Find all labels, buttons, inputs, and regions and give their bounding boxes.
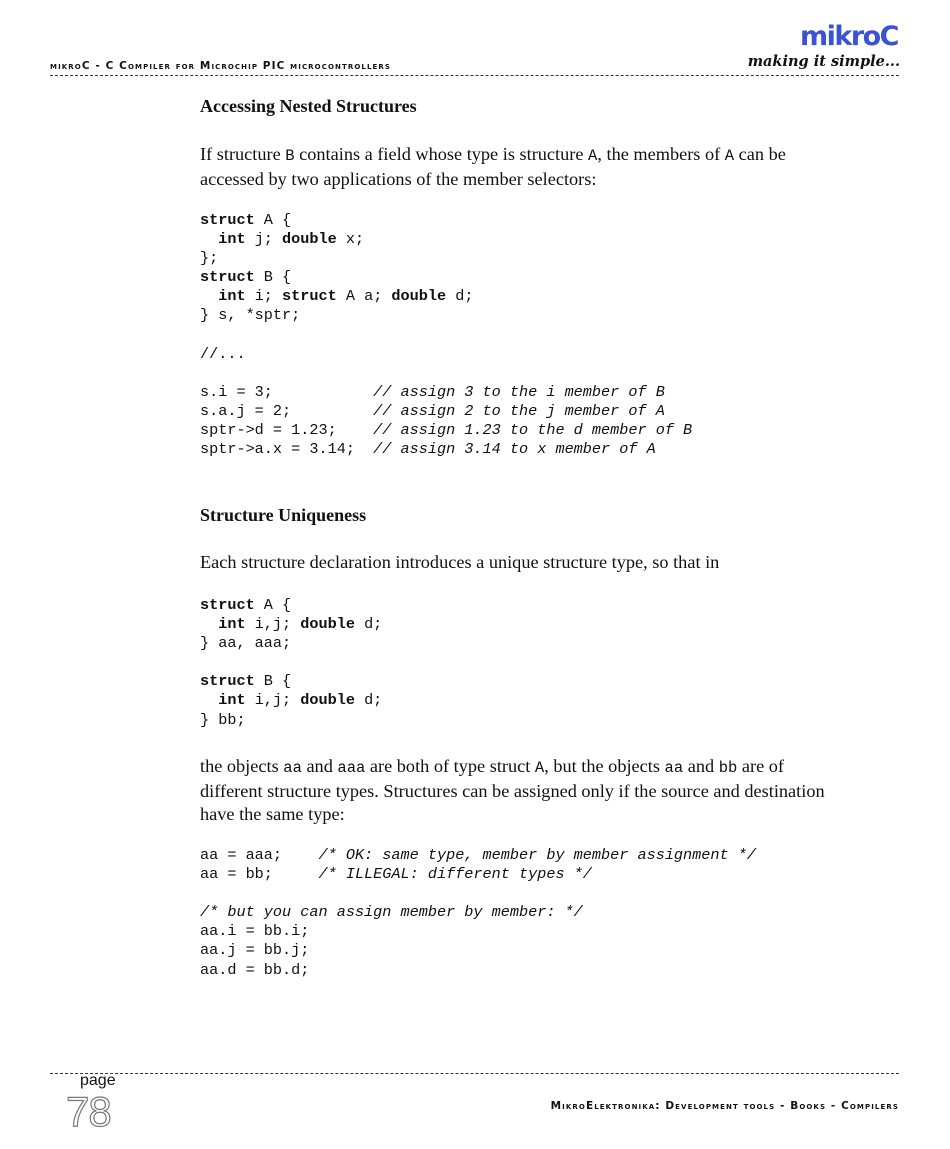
code-line [200, 345, 692, 364]
code-keyword: struct [282, 287, 337, 306]
inline-code: A [724, 147, 735, 165]
section-heading-uniqueness: Structure Uniqueness [200, 505, 367, 525]
code-keyword: struct [200, 268, 255, 287]
brand-logo: mikroC [799, 21, 898, 52]
header-divider [50, 75, 899, 76]
code-line [200, 691, 382, 710]
brand-tagline: making it simple... [747, 53, 900, 70]
code-text: aa = aaa; [200, 846, 319, 864]
code-text: aa.j = bb.j; [200, 941, 310, 960]
nested-intro-paragraph [200, 143, 850, 191]
code-text: d; [354, 615, 383, 634]
code-text: i; [245, 287, 283, 306]
code-comment: /* OK: same type, member by member assignment */ [318, 846, 756, 864]
code-text: i,j; [245, 615, 301, 634]
code-comment: // assign 3.14 to x member of A [373, 440, 656, 459]
code-line [200, 383, 692, 402]
code-block-assignment [200, 846, 756, 980]
code-line [200, 287, 692, 306]
code-keyword: struct [200, 596, 255, 614]
code-line [200, 306, 692, 325]
code-line [200, 846, 756, 865]
code-text: B { [254, 268, 292, 287]
inline-code: A [534, 759, 545, 777]
text-run: , the members of [597, 144, 725, 164]
text-run: are of different structure types. Structures can be assigned only if the source and destination have the same type: [200, 756, 825, 824]
code-text [200, 230, 218, 248]
code-line [200, 268, 692, 287]
code-line [200, 615, 382, 634]
code-text: } aa, aaa; [200, 634, 292, 653]
code-line [200, 865, 756, 884]
page-number: 78 [66, 1088, 111, 1135]
code-text [200, 287, 218, 305]
footer-divider [50, 1073, 899, 1074]
publisher-footer: MikroElektronika: Development tools - Books - Compilers [550, 1100, 899, 1112]
code-text: } bb; [200, 710, 246, 729]
text-run: the objects [200, 756, 284, 776]
text-run: and [301, 756, 338, 776]
code-keyword: struct [200, 211, 255, 229]
code-keyword: double [300, 615, 355, 634]
code-line [200, 440, 692, 459]
header-title: mikroC - C Compiler for Microchip PIC microcontrollers [50, 60, 392, 72]
code-keyword: struct [200, 672, 255, 691]
code-line [200, 326, 692, 345]
code-text: B { [254, 672, 292, 691]
code-comment: // assign 2 to the j member of A [373, 401, 665, 420]
code-text [200, 615, 218, 633]
text-run: contains a field whose type is structure [294, 144, 589, 164]
code-keyword: int [218, 287, 246, 306]
code-line [200, 961, 756, 980]
code-text [200, 691, 218, 709]
code-line [200, 941, 756, 960]
inline-code: aa [664, 759, 684, 777]
code-keyword: double [300, 691, 355, 710]
text-run: are both of type struct [365, 756, 535, 776]
code-keyword: double [391, 287, 447, 306]
code-line [200, 922, 756, 941]
code-text: //... [200, 344, 246, 363]
inline-code: A [588, 147, 598, 165]
code-text: sptr->a.x = 3.14; [200, 440, 374, 459]
code-line [200, 596, 382, 615]
code-line [200, 230, 692, 249]
code-comment: /* but you can assign member by member: */ [200, 903, 583, 922]
text-run: If structure [200, 144, 286, 164]
code-text: i,j; [245, 691, 301, 710]
code-line [200, 903, 756, 922]
code-text: x; [336, 230, 365, 249]
inline-code: B [285, 147, 295, 165]
code-text: aa = bb; [200, 865, 319, 884]
code-line [200, 653, 382, 672]
code-text: s.i = 3; [200, 382, 374, 401]
code-text: s.a.j = 2; [200, 401, 374, 420]
code-line [200, 711, 382, 730]
code-text: d; [446, 287, 474, 306]
code-text: } s, *sptr; [200, 306, 301, 325]
code-text: A a; [336, 287, 392, 306]
code-comment: // assign 3 to the i member of B [373, 382, 665, 401]
code-keyword: int [218, 615, 246, 634]
code-line [200, 421, 692, 440]
code-line [200, 364, 692, 383]
code-line [200, 249, 692, 268]
text-run: and [683, 756, 719, 776]
code-comment: /* ILLEGAL: different types */ [318, 865, 592, 884]
code-text: j; [245, 230, 283, 249]
code-line [200, 634, 382, 653]
section-heading-nested: Accessing Nested Structures [200, 96, 417, 116]
text-run: can be accessed by two applications of the member selectors: [200, 144, 786, 189]
code-line [200, 672, 382, 691]
code-comment: // assign 1.23 to the d member of B [373, 421, 693, 440]
page-label: page [80, 1072, 116, 1089]
code-block-struct-decls [200, 596, 382, 730]
inline-code: aa [283, 759, 302, 777]
code-line [200, 211, 692, 230]
code-text: }; [200, 249, 219, 268]
code-text: A { [254, 596, 292, 614]
inline-code: bb [718, 759, 738, 777]
inline-code: aaa [337, 759, 366, 777]
code-keyword: int [218, 230, 246, 249]
uniqueness-intro-paragraph: Each structure declaration introduces a unique structure type, so that in [200, 552, 720, 572]
code-text: d; [354, 691, 383, 710]
code-text: aa.i = bb.i; [200, 922, 310, 941]
code-text: aa.d = bb.d; [200, 960, 310, 979]
code-text: A { [254, 211, 292, 229]
code-keyword: int [218, 691, 246, 710]
code-text: sptr->d = 1.23; [200, 421, 374, 440]
uniqueness-paragraph [200, 755, 850, 826]
code-line [200, 402, 692, 421]
code-block-nested [200, 211, 692, 459]
code-keyword: double [282, 230, 337, 249]
code-line [200, 884, 756, 903]
text-run: , but the objects [544, 756, 665, 776]
